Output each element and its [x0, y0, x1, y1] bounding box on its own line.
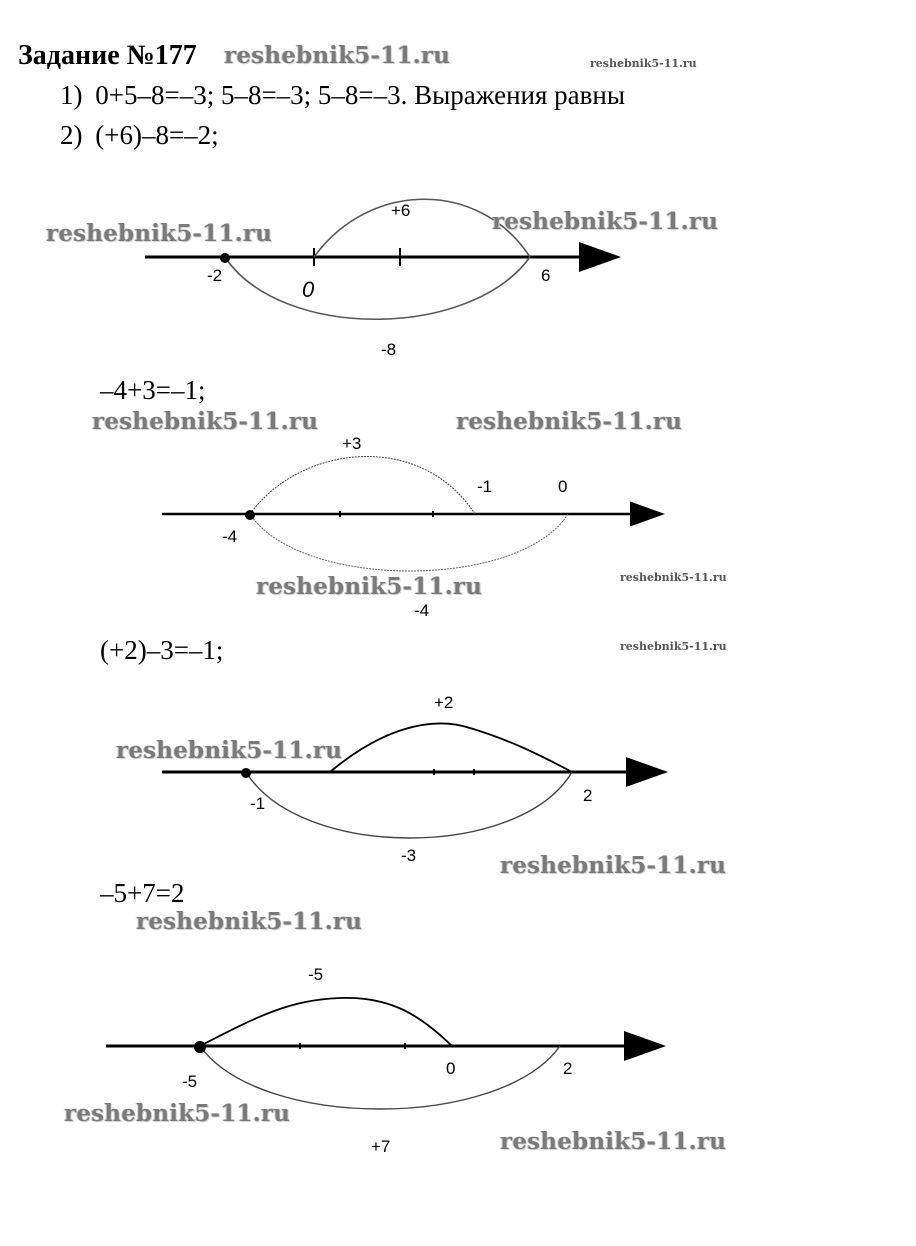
arc-bottom [246, 772, 572, 838]
task-title: Задание №177 [18, 40, 197, 71]
diagram-4 [106, 998, 660, 1109]
expression: (+2)–3=–1; [100, 635, 224, 665]
arc-top-label: +6 [391, 201, 411, 220]
watermark: reshebnik5-11.ru [456, 408, 683, 435]
arc-top [200, 998, 452, 1046]
point-dot [194, 1041, 206, 1053]
watermark-small: reshebnik5-11.ru [590, 57, 697, 70]
point-label: -5 [182, 1072, 198, 1091]
point-label: -2 [207, 266, 223, 285]
item-2-text: (+6)–8=–2; [95, 120, 219, 150]
arc-bottom-label: -8 [381, 340, 397, 359]
arc-top-label: +2 [434, 693, 454, 712]
arc-bottom-label: -4 [414, 601, 430, 620]
watermark: reshebnik5-11.ru [46, 220, 273, 247]
arc-top [330, 723, 572, 772]
arc-top [250, 456, 475, 514]
point-label: 6 [541, 266, 551, 285]
point-label: 0 [446, 1059, 456, 1078]
arc-top-label: -5 [308, 965, 324, 984]
point-label: 0 [302, 277, 315, 302]
watermark-small: reshebnik5-11.ru [620, 571, 727, 584]
watermark: reshebnik5-11.ru [500, 852, 727, 879]
item-2-number: 2) [60, 120, 83, 150]
point-dot [220, 253, 230, 263]
expression: –5+7=2 [100, 878, 185, 908]
point-label: -1 [477, 477, 493, 496]
item-1-text: 0+5–8=–3; 5–8=–3; 5–8=–3. Выражения равны [95, 80, 625, 110]
arc-bottom-label: -3 [401, 846, 417, 865]
watermark: reshebnik5-11.ru [224, 42, 451, 69]
watermark-small: reshebnik5-11.ru [620, 640, 727, 653]
arc-bottom-label: +7 [371, 1137, 391, 1156]
watermark: reshebnik5-11.ru [500, 1128, 727, 1155]
point-label: 0 [558, 477, 568, 496]
point-label: -4 [222, 527, 238, 546]
point-dot [241, 768, 251, 778]
point-dot [245, 510, 255, 520]
watermark: reshebnik5-11.ru [64, 1100, 291, 1127]
point-label: 2 [583, 786, 593, 805]
arc-top-label: +3 [342, 434, 362, 453]
watermark: reshebnik5-11.ru [92, 408, 319, 435]
watermark: reshebnik5-11.ru [136, 908, 363, 935]
point-label: -1 [250, 794, 266, 813]
arc-bottom [250, 514, 568, 571]
item-1-number: 1) [60, 80, 83, 110]
watermark: reshebnik5-11.ru [256, 573, 483, 600]
arc-bottom [225, 257, 530, 319]
diagram-2 [162, 456, 660, 571]
expression: –4+3=–1; [100, 375, 206, 405]
watermark: reshebnik5-11.ru [492, 208, 719, 235]
point-label: 2 [563, 1059, 573, 1078]
watermark: reshebnik5-11.ru [116, 737, 343, 764]
